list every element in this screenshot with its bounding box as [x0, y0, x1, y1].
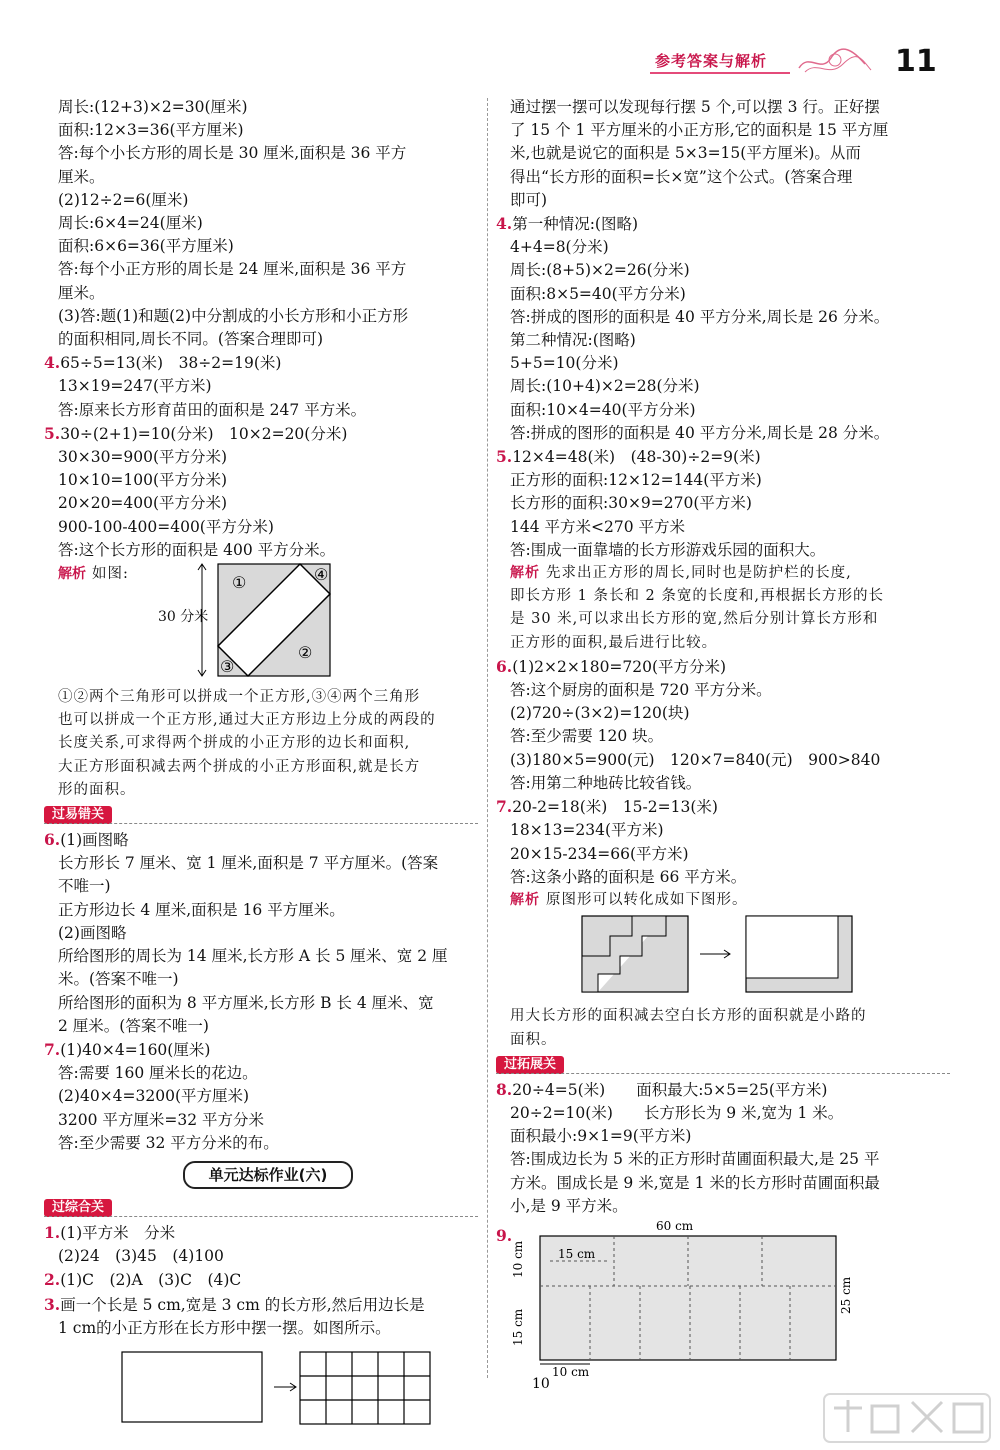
section-header-guotuo [496, 1052, 950, 1078]
text-line: (1)40×4=160(厘米) [60, 1040, 211, 1059]
text-line: 长方形长 7 厘米、宽 1 厘米,面积是 7 平方厘米。(答案 [58, 854, 439, 873]
text-line: 了 15 个 1 平方厘米的小正方形,它的面积是 15 平方厘 [510, 121, 889, 140]
region-marker-2: ② [298, 643, 313, 663]
text-line: 先求出正方形的周长,同时也是防护栏的长度, [546, 565, 852, 582]
text-line: (1)C (2)A (3)C (4)C [60, 1271, 242, 1290]
question-number: 9. [496, 1225, 513, 1245]
text-line: 第二种情况:(图略) [510, 331, 636, 350]
text-line: 答:这个厨房的面积是 720 平方分米。 [510, 681, 772, 700]
left-intro-block [58, 96, 478, 351]
text-line: 5+5=10(分米) [510, 354, 619, 373]
page-footer-number: 10 [532, 1375, 550, 1388]
right-question-5 [496, 445, 950, 562]
dimension-inner: 15 cm [558, 1246, 596, 1261]
text-line: (2)720÷(3×2)=120(块) [510, 704, 690, 723]
question-number: 5. [44, 423, 61, 443]
text-line: 答:用第二种地砖比较省钱。 [510, 773, 702, 792]
dimension-top: 60 cm [656, 1218, 694, 1233]
text-line: (2)画图略 [58, 923, 127, 942]
text-line: 方米。围成长是 9 米,宽是 1 米的长方形时苗圃面积最 [510, 1173, 880, 1192]
text-line: 144 平方米<270 平方米 [510, 517, 686, 536]
analysis-label: 解析 [510, 565, 540, 582]
rectangle-grid-figure [108, 1346, 438, 1426]
text-line: 正方形边长 4 厘米,面积是 16 平方厘米。 [58, 900, 345, 919]
region-marker-4: ④ [314, 565, 329, 585]
text-line: 即长方形 1 条长和 2 条宽的长度和,再根据长方形的长 [510, 588, 884, 605]
text-line: 面积:6×6=36(平方厘米) [58, 237, 234, 256]
text-line: 原图形可以转化成如下图形。 [546, 891, 748, 908]
text-line: 20-2=18(米) 15-2=13(米) [512, 798, 718, 817]
page-header-title: 参考答案与解析 [655, 52, 768, 70]
text-line: 用大长方形的面积减去空白长方形的面积就是小路的 [510, 1008, 867, 1025]
analysis-label: 解析 [510, 891, 540, 908]
text-line: 面积:12×3=36(平方厘米) [58, 121, 244, 140]
question-number: 4. [44, 353, 61, 373]
text-line: 形的面积。 [58, 781, 136, 798]
text-line: (2)12÷2=6(厘米) [58, 190, 189, 209]
text-line: 不唯一) [58, 877, 111, 896]
left-question-5 [44, 422, 478, 562]
right-question-7 [496, 795, 950, 889]
question-number: 3. [44, 1294, 61, 1314]
text-line: 12×4=48(米) (48-30)÷2=9(米) [512, 448, 761, 467]
left-column [44, 96, 478, 1433]
text-line: 20×15-234=66(平方米) [510, 844, 689, 863]
question-number: 5. [496, 447, 513, 467]
text-line: 第一种情况:(图略) [512, 215, 639, 234]
figure-dimension-label: 30 分米 [158, 609, 209, 626]
page-number: 11 [895, 44, 937, 79]
question-number: 2. [44, 1270, 61, 1290]
text-line: 答:拼成的图形的面积是 40 平方分米,周长是 26 分米。 [510, 307, 890, 326]
text-line: 面积:8×5=40(平方分米) [510, 284, 686, 303]
right-intro-block [510, 96, 950, 212]
text-line: ①②两个三角形可以拼成一个正方形,③④两个三角形 [58, 689, 421, 706]
dimension-right: 25 cm [839, 1276, 853, 1314]
text-line: 答:围成一面靠墙的长方形游戏乐园的面积大。 [510, 540, 826, 559]
text-line: 是 30 米,可以求出长方形的宽,然后分别计算长方形和 [510, 611, 879, 628]
text-line: (3)答:题(1)和题(2)中分割成的小长方形和小正方形 [58, 306, 409, 325]
text-line: 答:这个长方形的面积是 400 平方分米。 [58, 540, 336, 559]
text-line: 即可) [510, 190, 548, 209]
text-line: 厘米。 [58, 167, 105, 186]
text-line: 如图: [92, 566, 129, 583]
text-line: (2)40×4=3200(平方厘米) [58, 1087, 250, 1106]
region-marker-1: ① [232, 573, 247, 593]
question-number: 6. [496, 656, 513, 676]
text-line: 30÷(2+1)=10(分米) 10×2=20(分米) [60, 424, 348, 443]
section-label: 过拓展关 [496, 1056, 564, 1074]
unit-title-label: 单元达标作业(六) [183, 1161, 354, 1189]
section-header-guozong [44, 1195, 478, 1221]
garden-layout-figure [506, 1218, 856, 1388]
right-question-9 [496, 1218, 950, 1388]
path-transform-figure [580, 912, 880, 998]
header-decoration-icon [795, 44, 875, 78]
text-line: 厘米。 [58, 283, 105, 302]
text-line: 900-100-400=400(平方分米) [58, 517, 274, 536]
text-line: 通过摆一摆可以发现每行摆 5 个,可以摆 3 行。正好摆 [510, 98, 880, 116]
text-line: 2 厘米。(答案不唯一) [58, 1016, 209, 1035]
q5-analysis-note [58, 686, 478, 802]
text-line: 答:至少需要 120 块。 [510, 727, 664, 746]
left-question-7 [44, 1038, 478, 1155]
text-line: 周长:(10+4)×2=28(分米) [510, 377, 700, 396]
text-line: 3200 平方厘米=32 平方分米 [58, 1110, 265, 1129]
text-line: 所给图形的面积为 8 平方厘米,长方形 B 长 4 厘米、宽 [58, 993, 434, 1012]
text-line: 周长:(8+5)×2=26(分米) [510, 261, 690, 280]
header-underline [650, 72, 790, 74]
square-rectangle-figure [196, 562, 342, 680]
text-line: 13×19=247(平方米) [58, 377, 212, 396]
right-q7-note [510, 1005, 950, 1051]
dimension-left-bottom: 15 cm [511, 1308, 525, 1346]
left-question-4 [44, 351, 478, 422]
text-line: 正方形的面积:12×12=144(平方米) [510, 471, 762, 490]
text-line: (3)180×5=900(元) 120×7=840(元) 900>840 [510, 750, 881, 769]
text-line: 正方形的面积,最后进行比较。 [510, 634, 718, 651]
analysis-label: 解析 [58, 566, 86, 583]
q5-figure-area [58, 562, 478, 686]
text-line: 30×30=900(平方分米) [58, 448, 228, 467]
text-line: 20÷4=5(米) 面积最大:5×5=25(平方米) [512, 1080, 828, 1099]
text-line: 4+4=8(分米) [510, 238, 609, 257]
text-line: (2)24 (3)45 (4)100 [58, 1247, 224, 1266]
text-line: 答:拼成的图形的面积是 40 平方分米,周长是 28 分米。 [510, 423, 890, 442]
region-marker-3: ③ [220, 657, 235, 677]
text-line: 答:需要 160 厘米长的花边。 [58, 1064, 258, 1083]
section-label: 过综合关 [44, 1199, 112, 1217]
question-number: 6. [44, 830, 61, 850]
text-line: 18×13=234(平方米) [510, 821, 664, 840]
text-line: (1)画图略 [60, 831, 129, 850]
text-line: (1)2×2×180=720(平方分米) [512, 657, 727, 676]
text-line: 小,是 9 平方米。 [510, 1196, 628, 1215]
text-line: 65÷5=13(米) 38÷2=19(米) [60, 354, 282, 373]
right-question-8 [496, 1078, 950, 1218]
text-line: 所给图形的周长为 14 厘米,长方形 A 长 5 厘米、宽 2 厘 [58, 947, 448, 966]
right-q5-analysis [510, 562, 950, 655]
text-line: 1 cm的小正方形在长方形中摆一摆。如图所示。 [58, 1318, 391, 1337]
unit-title [58, 1161, 478, 1189]
question-number: 7. [496, 797, 513, 817]
text-line: 答:这条小路的面积是 66 平方米。 [510, 867, 747, 886]
section-header-guoyi [44, 802, 478, 828]
left-question-6 [44, 828, 478, 1038]
right-question-4 [496, 212, 950, 445]
text-line: 周长:6×4=24(厘米) [58, 214, 203, 233]
dimension-left-top: 10 cm [511, 1240, 525, 1278]
text-line: 10×10=100(平方分米) [58, 471, 228, 490]
watermark-logo-icon [822, 1392, 992, 1444]
right-column [496, 96, 950, 1388]
text-line: 答:每个小正方形的周长是 24 厘米,面积是 36 平方 [58, 260, 407, 279]
question-number: 4. [496, 214, 513, 234]
unit-question-3 [44, 1293, 478, 1340]
text-line: 周长:(12+3)×2=30(厘米) [58, 98, 248, 116]
text-line: 大正方形面积减去两个拼成的小正方形面积,就是长方 [58, 758, 421, 775]
text-line: 长方形的面积:30×9=270(平方米) [510, 494, 752, 513]
text-line: 面积:10×4=40(平方分米) [510, 400, 696, 419]
text-line: 也可以拼成一个正方形,通过大正方形边上分成的两段的 [58, 712, 436, 729]
text-line: 20×20=400(平方分米) [58, 494, 228, 513]
text-line: 米,也就是说它的面积是 5×3=15(平方厘米)。从而 [510, 144, 861, 163]
right-question-6 [496, 655, 950, 795]
text-line: 答:每个小长方形的周长是 30 厘米,面积是 36 平方 [58, 144, 407, 163]
text-line: 得出“长方形的面积=长×宽”这个公式。(答案合理 [510, 167, 853, 186]
question-number: 7. [44, 1039, 61, 1059]
text-line: 面积。 [510, 1031, 557, 1048]
text-line: 米。(答案不唯一) [58, 970, 179, 989]
text-line: 20÷2=10(米) 长方形长为 9 米,宽为 1 米。 [510, 1103, 844, 1122]
text-line: 画一个长是 5 cm,宽是 3 cm 的长方形,然后用边长是 [60, 1295, 425, 1314]
unit-question-2 [44, 1268, 478, 1292]
text-line: 答:至少需要 32 平方分米的布。 [58, 1133, 279, 1152]
text-line: (1)平方米 分米 [60, 1223, 176, 1242]
dimension-bottom: 10 cm [552, 1364, 590, 1379]
question-number: 1. [44, 1222, 61, 1242]
text-line: 答:围成边长为 5 米的正方形时苗圃面积最大,是 25 平 [510, 1150, 880, 1169]
text-line: 面积最小:9×1=9(平方米) [510, 1127, 692, 1146]
column-divider [487, 98, 488, 1378]
question-number: 8. [496, 1079, 513, 1099]
unit-question-1 [44, 1221, 478, 1268]
text-line: 长度关系,可求得两个拼成的小正方形的边长和面积, [58, 735, 411, 752]
section-label: 过易错关 [44, 806, 112, 824]
text-line: 的面积相同,周长不同。(答案合理即可) [58, 330, 324, 349]
text-line: 答:原来长方形育苗田的面积是 247 平方米。 [58, 400, 367, 419]
